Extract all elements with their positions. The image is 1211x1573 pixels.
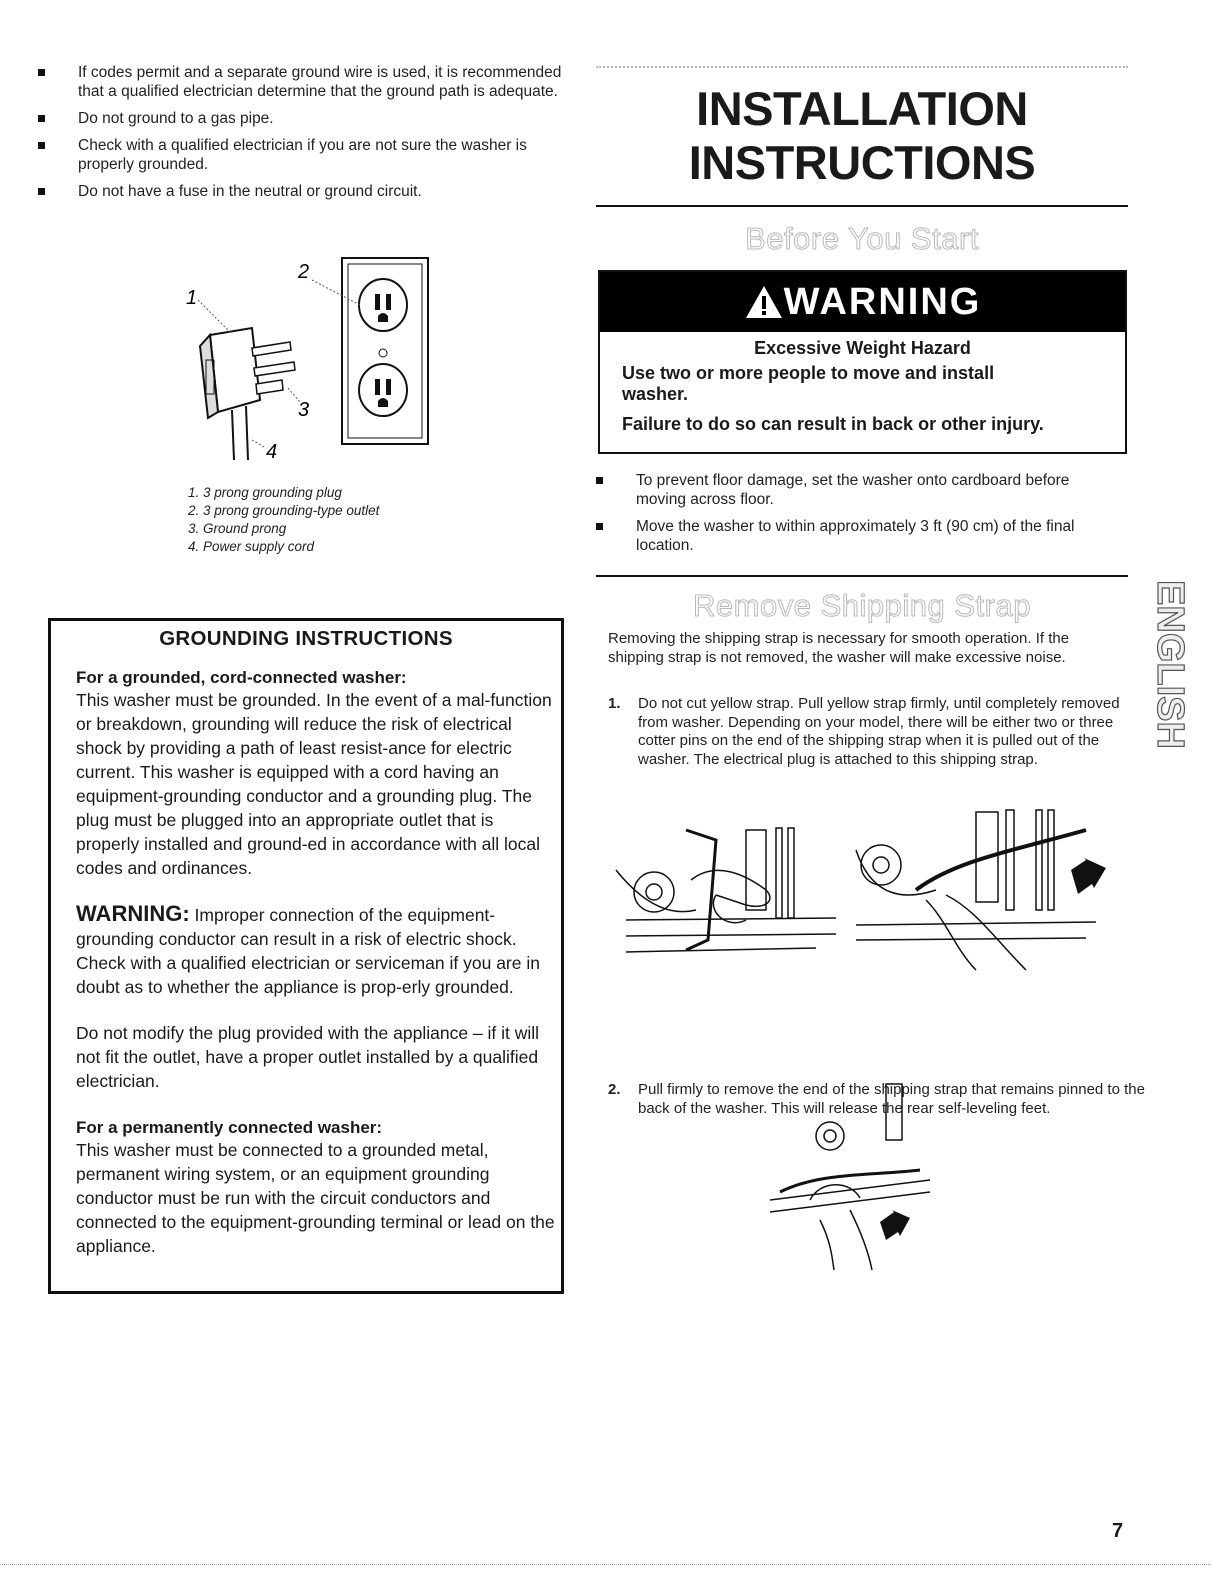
hazard-title: Excessive Weight Hazard [754,338,971,358]
callout-1: 1 [186,287,198,309]
before-you-start-heading: Before You Start [745,221,979,256]
grounding-warning [76,902,561,999]
step-1 [608,695,1128,769]
warning-text: Improper connection of the equipment-grounding conductor can result in a risk of electric shock. Check with a qualified electrician or serviceman if you are in doubt as to whether the appliance is prop-erly grounded. [76,905,540,997]
title-rule [596,205,1128,207]
side-tab-text: ENGLISH [1148,579,1191,749]
warning-header-text: WARNING [783,280,982,323]
caption: 3. Ground prong [188,521,287,536]
bullet-item: Do not ground to a gas pipe. [34,109,564,128]
warning-header [600,272,1125,332]
modify-plug-paragraph: Do not modify the plug provided with the appliance – if it will not fit the outlet, have a proper outlet installed by a qualified electrician. [76,1023,540,1091]
figure-captions [188,484,379,556]
remove-strap-heading: Remove Shipping Strap [693,588,1031,623]
hazard-line-1: Use two or more people to move and install washer. [622,363,995,404]
right-bullet-list [592,471,1117,555]
step-text: Pull firmly to remove the end of the shipping strap that remains pinned to the back of the washer. This will release the rear self-leveling feet. [638,1081,1145,1117]
callout-2: 2 [298,261,310,283]
bullet-item: If codes permit and a separate ground wire is used, it is recommended that a qualified electrician determine that the ground path is adequate. [34,63,564,101]
plug-outlet-illustration [170,250,440,470]
strap-removal-illustration [616,800,1116,980]
step-number: 1. [608,695,621,712]
bullet-item: Do not have a fuse in the neutral or ground circuit. [34,182,564,201]
step-text: Do not cut yellow strap. Pull yellow strap firmly, until completely removed from washer. Depending on your model, there will be either two or three cotter pins on the end of the shipping strap when it is pulled out of the washer. The electrical plug is attached to this shipping strap. [638,695,1120,768]
bottom-dotted-rule [0,1564,1211,1565]
left-bullet-list [34,63,564,201]
callout-4: 4 [266,441,278,463]
callout-3: 3 [298,399,310,421]
title-line-2: INSTRUCTIONS [688,136,1036,189]
remove-strap-intro: Removing the shipping strap is necessary for smooth operation. If the shipping strap is not removed, the washer will make excessive noise. [608,630,1070,666]
rear-strap-illustration [760,1080,940,1270]
permanent-subheading: For a permanently connected washer: [76,1118,383,1137]
caption: 2. 3 prong grounding-type outlet [188,503,380,518]
language-side-tab [1148,568,1191,760]
page-number: 7 [1112,1520,1124,1542]
hazard-line-2: Failure to do so can result in back or other injury. [622,414,1044,434]
section-rule [596,575,1128,577]
warning-triangle-icon [744,284,784,320]
grounded-paragraph: This washer must be grounded. In the event of a mal-function or breakdown, grounding will reduce the risk of electrical shock by providing a path of least resist-ance for electric current. This washer is equipped with a cord having an equipment-grounding conductor and a grounding plug. The plug must be plugged into an appropriate outlet that is properly installed and ground-ed in accordance with all local codes and ordinances. [76,690,552,878]
page-title [596,82,1128,190]
warning-word: WARNING: [76,901,190,926]
bullet-item: Check with a qualified electrician if you are not sure the washer is properly grounded. [34,136,564,174]
permanent-paragraph: This washer must be connected to a grounded metal, permanent wiring system, or an equipment grounding conductor must be run with the circuit conductors and connected to the equipment-grounding terminal or lead on the appliance. [76,1140,555,1256]
caption: 1. 3 prong grounding plug [188,485,342,500]
grounded-subheading: For a grounded, cord-connected washer: [76,668,407,687]
bullet-item: Move the washer to within approximately 3 ft (90 cm) of the final location. [592,517,1117,555]
grounding-title: GROUNDING INSTRUCTIONS [159,627,453,650]
grounding-instructions-box [48,618,564,1294]
caption: 4. Power supply cord [188,539,315,554]
bullet-item: To prevent floor damage, set the washer onto cardboard before moving across floor. [592,471,1117,509]
step-number: 2. [608,1081,621,1098]
title-line-1: INSTALLATION [696,82,1028,135]
top-dotted-rule [596,66,1128,68]
warning-box [598,270,1127,454]
